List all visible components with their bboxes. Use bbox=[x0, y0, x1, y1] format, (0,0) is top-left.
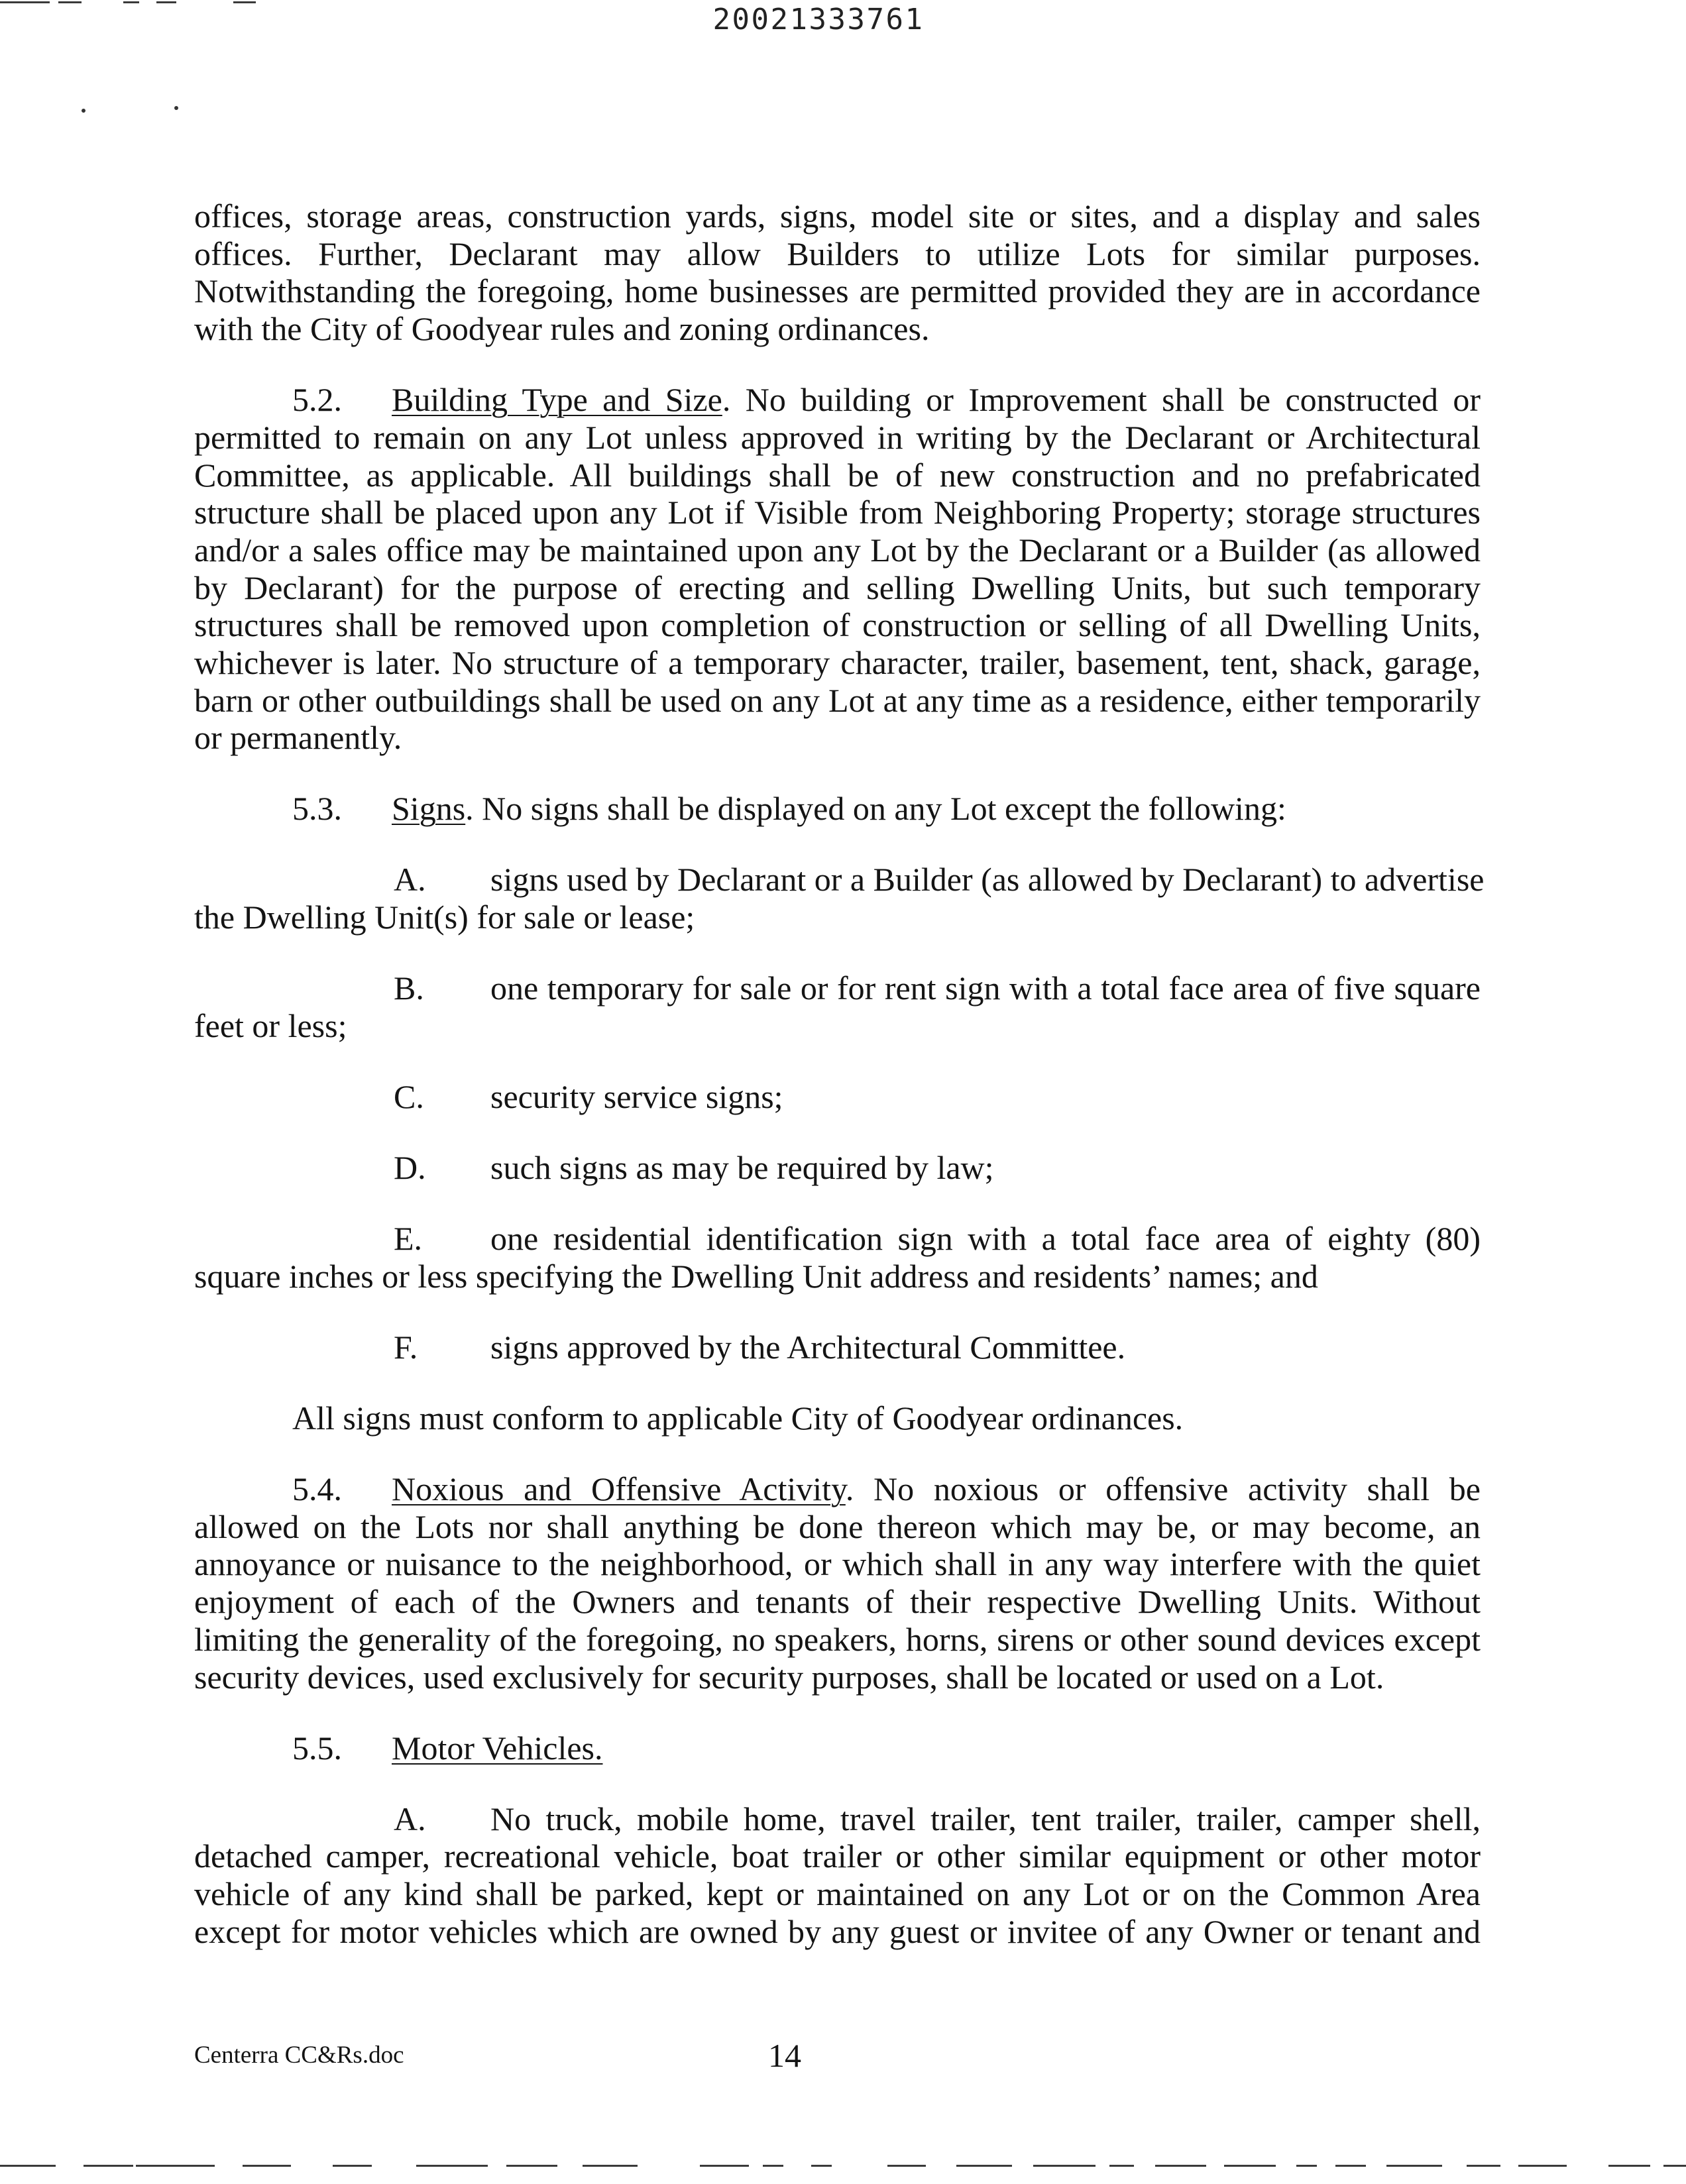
list-item-continuation: feet or less; bbox=[194, 1007, 347, 1044]
scan-artifact-dash bbox=[123, 1, 139, 3]
list-item-label: B. bbox=[394, 969, 424, 1007]
text-line: offices, storage areas, construction yards, signs, model site or sites, and a display and sales bbox=[194, 197, 1481, 235]
text-line: enjoyment of each of the Owners and tenants of their respective Dwelling Units. Without bbox=[194, 1583, 1481, 1621]
text-line: permitted to remain on any Lot unless approved in writing by the Declarant or Architectural bbox=[194, 418, 1481, 456]
section-5-4 bbox=[194, 1470, 1481, 1696]
scan-artifact-dash bbox=[1518, 2165, 1567, 2167]
section-first-line bbox=[194, 790, 1481, 828]
scan-artifact-dash bbox=[763, 2165, 783, 2167]
section-number: 5.5. bbox=[292, 1729, 342, 1767]
scan-artifact-dash bbox=[333, 2165, 372, 2167]
list-item-d bbox=[194, 1149, 1481, 1187]
scan-artifact-dash bbox=[1224, 2165, 1276, 2167]
recording-number: 20021333761 bbox=[712, 3, 925, 36]
text-line: with the City of Goodyear rules and zoning ordinances. bbox=[194, 310, 930, 348]
scan-artifact-dash bbox=[1155, 2165, 1206, 2167]
list-item-f bbox=[194, 1329, 1481, 1366]
list-item-first-line bbox=[194, 969, 1481, 1007]
list-item-a bbox=[194, 861, 1485, 936]
section-heading: Noxious and Offensive Activity bbox=[392, 1470, 846, 1508]
list-item-label: D. bbox=[394, 1149, 426, 1187]
scan-artifact-dash bbox=[1335, 2165, 1366, 2167]
scan-artifact-dash bbox=[243, 2165, 291, 2167]
list-item-text: such signs as may be required by law; bbox=[490, 1149, 994, 1187]
text-line: Committee, as applicable. All buildings shall be of new construction and no prefabricated bbox=[194, 456, 1481, 494]
list-item-continuation: except for motor vehicles which are owned by any guest or invitee of any Owner or tenant and bbox=[194, 1912, 1481, 1950]
list-item-label: F. bbox=[394, 1328, 418, 1366]
list-item-text: one residential identification sign with a total face area of eighty (80) bbox=[490, 1220, 1481, 1258]
section-number: 5.3. bbox=[292, 790, 342, 828]
text-line: and/or a sales office may be maintained upon any Lot by the Declarant or a Builder (as allowed bbox=[194, 531, 1481, 569]
list-item-first-line bbox=[194, 1220, 1481, 1258]
list-item-label: A. bbox=[394, 1800, 426, 1837]
list-item-b bbox=[194, 969, 1481, 1044]
scan-speck bbox=[174, 106, 178, 110]
text-line: Notwithstanding the foregoing, home businesses are permitted provided they are in accordance bbox=[194, 272, 1481, 310]
list-item-text: security service signs; bbox=[490, 1078, 783, 1116]
list-item-c bbox=[194, 1078, 1481, 1116]
section-5-5 bbox=[194, 1729, 1481, 1767]
text-line: limiting the generality of the foregoing, no speakers, horns, sirens or other sound devices except bbox=[194, 1620, 1481, 1658]
list-item-first-line bbox=[194, 1149, 1481, 1187]
scan-artifact-dash bbox=[58, 1, 82, 3]
section-5-2 bbox=[194, 381, 1481, 757]
list-item-label: A. bbox=[394, 861, 426, 899]
list-item-first-line bbox=[194, 1800, 1481, 1838]
scan-artifact-dash bbox=[84, 2165, 133, 2167]
list-item-label: C. bbox=[394, 1078, 424, 1116]
scan-artifact-dash bbox=[700, 2165, 749, 2167]
scan-artifact-dash bbox=[0, 2165, 56, 2167]
text-line: structure shall be placed upon any Lot if Visible from Neighboring Property; storage structures bbox=[194, 494, 1481, 531]
footer-file-name: Centerra CC&Rs.doc bbox=[194, 2042, 404, 2069]
text-line: offices. Further, Declarant may allow Builders to utilize Lots for similar purposes. bbox=[194, 235, 1481, 272]
document-body bbox=[194, 197, 1485, 1984]
list-item-a bbox=[194, 1800, 1481, 1951]
section-heading: Signs bbox=[392, 790, 466, 828]
section-number: 5.2. bbox=[292, 381, 342, 419]
section-first-line bbox=[194, 381, 1481, 419]
text-line: by Declarant) for the purpose of erecting and selling Dwelling Units, but such temporary bbox=[194, 569, 1481, 606]
scan-artifact-dash bbox=[1386, 2165, 1442, 2167]
scan-artifact-dash bbox=[956, 2165, 1012, 2167]
section-5-3 bbox=[194, 790, 1481, 828]
scan-artifact-dash bbox=[1608, 2165, 1650, 2167]
scan-artifact-dash bbox=[1109, 2165, 1134, 2167]
scan-artifact-dash bbox=[887, 2165, 926, 2167]
text-line: annoyance or nuisance to the neighborhood, or which shall in any way interfere with the quiet bbox=[194, 1545, 1481, 1583]
list-item-continuation: square inches or less specifying the Dwelling Unit address and residents’ names; and bbox=[194, 1257, 1318, 1295]
text-line: allowed on the Lots nor shall anything be done thereon which may be, or may become, an bbox=[194, 1507, 1481, 1545]
section-lead-text: . No building or Improvement shall be constructed or bbox=[722, 381, 1481, 419]
scan-artifact-dash bbox=[136, 2165, 215, 2167]
page-number: 14 bbox=[768, 2037, 801, 2074]
scan-artifact-dash bbox=[1467, 2165, 1500, 2167]
section-lead-text: . No signs shall be displayed on any Lot except the following: bbox=[465, 790, 1286, 828]
list-item-e bbox=[194, 1220, 1481, 1295]
scan-artifact-dash bbox=[156, 1, 176, 3]
list-item-continuation: the Dwelling Unit(s) for sale or lease; bbox=[194, 899, 695, 936]
list-item-first-line bbox=[194, 861, 1485, 899]
section-first-line bbox=[194, 1470, 1481, 1508]
scan-artifact-dash bbox=[233, 1, 256, 3]
scan-artifact-dash bbox=[583, 2165, 638, 2167]
scan-artifact-dash bbox=[1663, 2165, 1686, 2167]
list-item-first-line bbox=[194, 1078, 1481, 1116]
text-line: security devices, used exclusively for security purposes, shall be located or used on a Lot. bbox=[194, 1658, 1384, 1696]
list-item-text: No truck, mobile home, travel trailer, tent trailer, trailer, camper shell, bbox=[490, 1800, 1481, 1837]
list-item-continuation: detached camper, recreational vehicle, boat trailer or other similar equipment or other motor bbox=[194, 1837, 1481, 1875]
section-heading: Motor Vehicles. bbox=[392, 1729, 603, 1767]
scan-artifact-dash bbox=[1033, 2165, 1096, 2167]
section-heading: Building Type and Size bbox=[392, 381, 722, 419]
list-item-first-line bbox=[194, 1329, 1481, 1366]
list-item-text: signs used by Declarant or a Builder (as allowed by Declarant) to advertise bbox=[490, 861, 1485, 899]
scan-speck bbox=[82, 109, 85, 113]
text-line: All signs must conform to applicable City of Goodyear ordinances. bbox=[292, 1399, 1184, 1437]
intro-paragraph bbox=[194, 197, 1481, 348]
signs-closing-paragraph bbox=[194, 1399, 1481, 1437]
text-line: or permanently. bbox=[194, 719, 402, 757]
list-item-label: E. bbox=[394, 1220, 423, 1258]
list-item-continuation: vehicle of any kind shall be parked, kept or maintained on any Lot or on the Common Area bbox=[194, 1875, 1481, 1913]
section-lead-text: . No noxious or offensive activity shall be bbox=[845, 1470, 1481, 1508]
scan-artifact-dash bbox=[416, 2165, 488, 2167]
scan-artifact-dash bbox=[1296, 2165, 1317, 2167]
text-line: structures shall be removed upon completion of construction or selling of all Dwelling Units, bbox=[194, 606, 1481, 644]
scan-artifact-dash bbox=[0, 1, 50, 3]
text-line: barn or other outbuildings shall be used on any Lot at any time as a residence, either temporarily bbox=[194, 681, 1481, 719]
text-line: whichever is later. No structure of a temporary character, trailer, basement, tent, shack, garage, bbox=[194, 643, 1481, 681]
section-number: 5.4. bbox=[292, 1470, 342, 1508]
scan-artifact-dash bbox=[506, 2165, 557, 2167]
list-item-text: signs approved by the Architectural Committee. bbox=[490, 1328, 1126, 1366]
scan-artifact-dash bbox=[811, 2165, 832, 2167]
section-first-line bbox=[194, 1729, 1481, 1767]
list-item-text: one temporary for sale or for rent sign with a total face area of five square bbox=[490, 969, 1481, 1007]
